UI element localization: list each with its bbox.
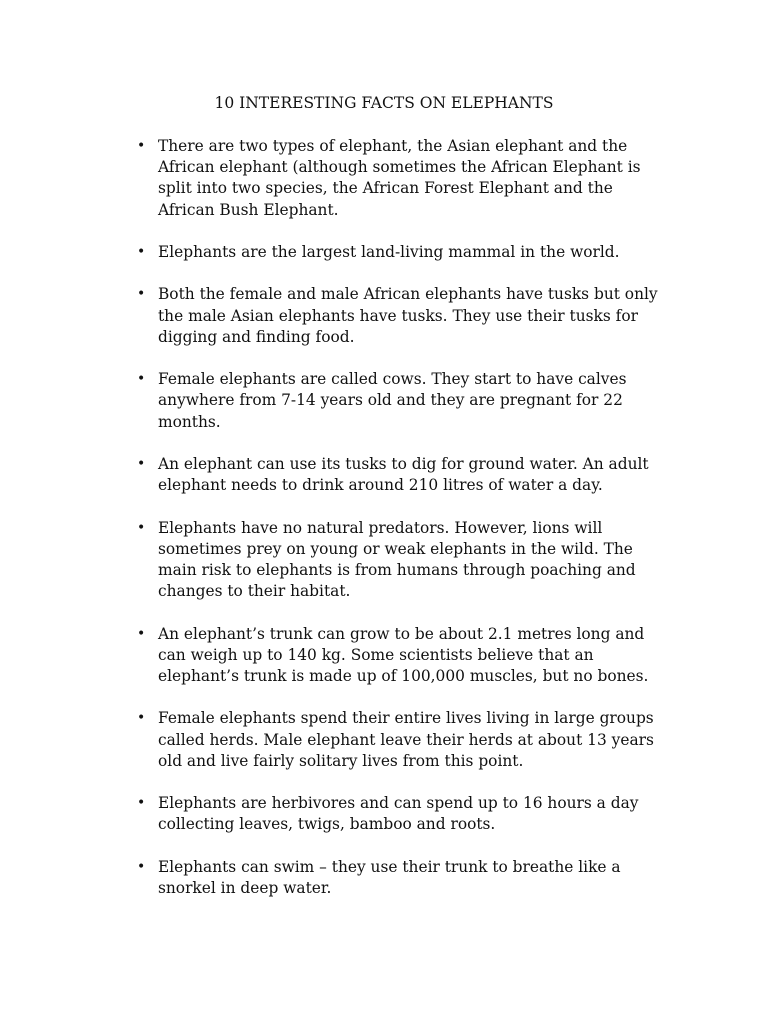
fact-text: Elephants can swim – they use their trunk to breathe like a snorkel in deep water. — [158, 857, 621, 897]
list-item — [137, 518, 658, 603]
bullet-icon: • — [137, 519, 146, 536]
list-item — [137, 284, 658, 348]
bullet-icon: • — [137, 710, 146, 727]
fact-text: An elephant’s trunk can grow to be about 2.1 metres long and can weigh up to 140 kg. Some scientists believe that an elephant’s trunk is made up of 100,000 muscles, but no bones. — [158, 624, 649, 685]
fact-text: Both the female and male African elephants have tusks but only the male Asian elephants have tusks. They use their tusks for digging and finding food. — [158, 285, 658, 346]
bullet-icon: • — [137, 858, 146, 875]
bullet-icon: • — [137, 455, 146, 472]
list-item — [137, 242, 658, 263]
fact-text: An elephant can use its tusks to dig for ground water. An adult elephant needs to drink around 210 litres of water a day. — [158, 454, 649, 495]
bullet-icon: • — [137, 286, 146, 303]
fact-text: Elephants are herbivores and can spend up to 16 hours a day collecting leaves, twigs, bamboo and roots. — [158, 794, 639, 834]
list-item — [137, 369, 658, 433]
bullet-icon: • — [137, 371, 146, 388]
list-item — [137, 454, 658, 496]
list-item — [137, 793, 658, 835]
list-item — [137, 708, 658, 772]
bullet-icon: • — [137, 625, 146, 642]
list-item — [137, 624, 658, 688]
fact-text: Female elephants spend their entire lives living in large groups called herds. Male elephant leave their herds at about 13 years old and live fairly solitary lives from this point. — [158, 709, 654, 770]
fact-text: Female elephants are called cows. They start to have calves anywhere from 7-14 years old and they are pregnant for 22 months. — [158, 370, 627, 431]
facts-list — [137, 136, 658, 920]
fact-text: There are two types of elephant, the Asian elephant and the African elephant (although sometimes the African Elephant is split into two species, the African Forest Elephant and the African Bush Elephant. — [158, 137, 641, 219]
fact-text: Elephants are the largest land-living mammal in the world. — [158, 243, 620, 261]
list-item — [137, 857, 658, 899]
bullet-icon: • — [137, 138, 146, 154]
bullet-icon: • — [137, 244, 146, 260]
bullet-icon: • — [137, 795, 146, 812]
fact-text: Elephants have no natural predators. However, lions will sometimes prey on young or weak elephants in the wild. The main risk to elephants is from humans through poaching and changes to their habitat. — [158, 518, 636, 601]
page-title: 10 INTERESTING FACTS ON ELEPHANTS — [214, 94, 554, 112]
list-item — [137, 136, 658, 221]
